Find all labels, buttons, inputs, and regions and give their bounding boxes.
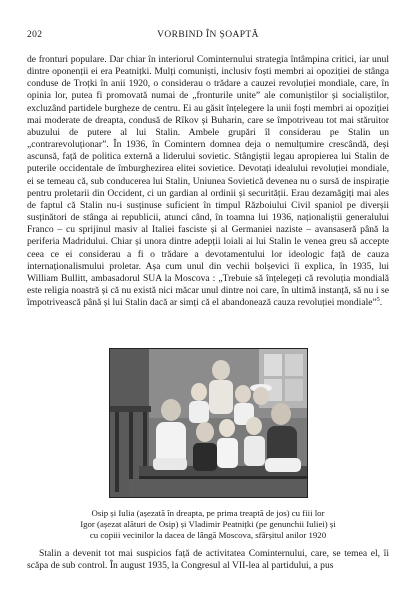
caption-line-2: Igor (așezat alături de Osip) și Vladimir Peatnițki (pe genunchii Iuliei) și [80, 519, 336, 529]
paragraph-1-text: de fronturi populare. Dar chiar în interiorul Cominternului strategia întâmpina critici, iar unul dintre oponenții ei era Peatnițki. Mulți comuniști, inclusiv foști membri ai opoziției de stânga conduse de Troțki în anii 1920, o considerau o trădare a cauzei revoluției mondiale, care, în opinia lor, putea fi promovată numai de „fronturile unite” ale comuniștilor și socialiștilor, excluzând partidele burgheze de centru. Ei au găsit înțelegere la unii foști membri ai opoziției mai moderate de dreapta, condusă de Rîkov și Buharin, care se împotriveau tot mai stăruitor abuzului de putere al lui Stalin. Ambele grupări îl considerau pe Stalin un „contrarevoluționar”. În 1936, în Comintern domnea deja o nemulțumire crescândă, deși ascunsă, față de politica externă a liderului sovietic. Stângiștii legau apropierea lui Stalin de puterile occidentale de îmburghezirea elitei sovietice. Devotați idealului revoluției mondiale, ei se temeau că, sub conducerea lui Stalin, Uniunea Sovietică devenea nu o sursă de inspirație pentru proletarii din Occident, ci un gardian al ordinii și securității. Erau dezamăgiți mai ales de faptul că Stalin nu-i susținuse suficient în timpul Războiului Civil spaniol pe diverșii susținători de stânga ai republicii, atunci când, în toamna lui 1936, naționaliștii generalului Franco – cu sprijinul masiv al Italiei fasciste și al Germaniei naziste – avansaseră până la periferia Madridului. Chiar și unora dintre adepții loiali ai lui Stalin le venea greu să accepte ceea ce ei considerau a fi o trădare a devotamentului lor ideologic față de cauza internaționalismului proletar. Așa cum unul din vechii bolșevici îi explica, în 1935, lui William Bullitt, ambasadorul SUA la Moscova : „Trebuie să înțelegeți că revoluția mondială este religia noastră și că nu există nici măcar unul dintre noi care, în ultimă instanță, să nu i se împotrivească până și lui Stalin dacă ar simți că el abandonează cauza revoluției mondiale” [27, 54, 389, 309]
photo-illustration [109, 348, 308, 498]
caption-line-3: cu copiii vecinilor la dacea de lângă Moscova, sfârșitul anilor 1920 [89, 530, 327, 540]
body-paragraph-2: Stalin a devenit tot mai suspicios față de activitatea Cominternului, care, se temea el, îi scăpa de sub control. În august 1935, la Congresul al VII-lea al partidului, a pus [27, 548, 389, 572]
page-number: 202 [27, 30, 43, 40]
caption-line-1: Osip și Iulia (așezată în dreapta, pe prima treaptă de jos) cu fiii lor [91, 508, 325, 518]
family-photograph [109, 348, 308, 498]
running-header [27, 30, 389, 44]
body-paragraph-1: de fronturi populare. Dar chiar în interiorul Cominternului strategia întâmpina critici, iar unul dintre oponenții ei era Peatnițki. Mulți comuniști, inclusiv foști membri ai opoziției de stânga conduse de Troțki în anii 1920, o considerau o trădare a cauzei revoluției mondiale, care, în opinia lor, putea fi promovată numai de „fronturile unite” ale comuniștilor și socialiștilor, excluzând partidele burgheze de centru. Ei au găsit înțelegere la unii foști membri ai opoziției mai moderate de dreapta, condusă de Rîkov și Buharin, care se împotriveau tot mai stăruitor abuzului de putere al lui Stalin. Ambele grupări îl considerau pe Stalin un „contrarevoluționar”. În 1936, în Comintern domnea deja o nemulțumire crescândă, deși ascunsă, față de politica externă a liderului sovietic. Stângiștii legau apropierea lui Stalin de puterile occidentale de îmburghezirea elitei sovietice. Devotați idealului revoluției mondiale, ei se temeau că, sub conducerea lui Stalin, Uniunea Sovietică devenea nu o sursă de inspirație pentru proletarii din Occident, ci un gardian al ordinii și securității. Erau dezamăgiți mai ales de faptul că Stalin nu-i susținuse suficient în timpul Războiului Civil spaniol pe diverșii susținători de stânga ai republicii, atunci când, în toamna lui 1936, naționaliștii generalului Franco – cu sprijinul masiv al Italiei fasciste și al Germaniei naziste – avansaseră până la periferia Madridului. Chiar și unora dintre adepții loiali ai lui Stalin le venea greu să accepte ceea ce ei considerau a fi o trădare a devotamentului lor ideologic față de cauza internaționalismului proletar. Așa cum unul din vechii bolșevici îi explica, în 1935, lui William Bullitt, ambasadorul SUA la Moscova : „Trebuie să înțelegeți că revoluția mondială este religia noastră și că nu există nici măcar unul dintre noi care, în ultimă instanță, să nu i se împotrivească până și lui Stalin dacă ar simți că el abandonează cauza revoluției mondiale”$^5$. [27, 54, 389, 309]
footnote-reference: 5 [376, 296, 380, 303]
photo-caption [54, 508, 362, 541]
running-title: VORBIND ÎN ȘOAPTĂ [157, 30, 259, 40]
